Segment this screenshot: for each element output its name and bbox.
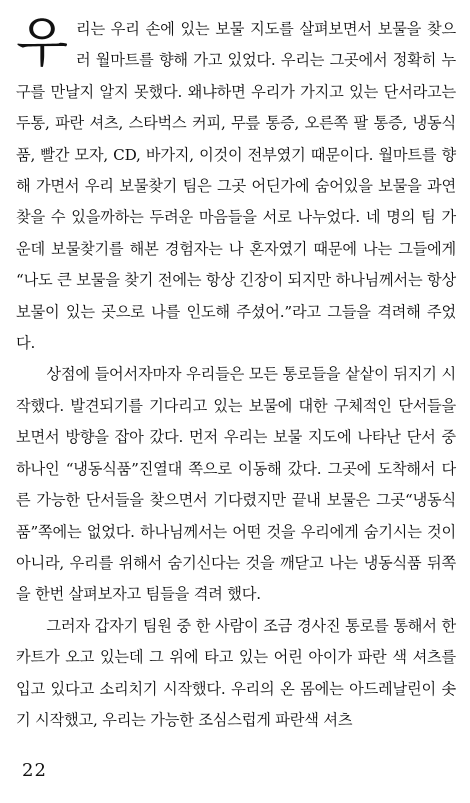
drop-cap: 우 xyxy=(16,11,68,74)
paragraph-1 xyxy=(16,11,456,359)
page-number: 22 xyxy=(22,760,47,781)
paragraph-2: 상점에 들어서자마자 우리들은 모든 통로들을 샅샅이 뒤지기 시작했다. 발견되기를 기다리고 있는 보물에 대한 구체적인 단서들을 보면서 방향을 잡아 갔다. 먼저 우리는 보물 지도에 나타난 단서 중 하나인 “냉동식품”진열대 쪽으로 이동해 갔다. 그곳에 도착해서 다른 가능한 단서들을 찾으면서 기다렸지만 끝내 보물은 그곳“냉동식품”쪽에는 없었다. 하나님께서는 어떤 것을 우리에게 숨기시는 것이 아니라, 우리를 위해서 숨기신다는 것을 깨닫고 나는 냉동식품 뒤쪽을 한번 살펴보자고 팀들을 격려 했다. xyxy=(16,365,456,604)
paragraph-3: 그러자 갑자기 팀원 중 한 사람이 조금 경사진 통로를 통해서 한 카트가 오고 있는데 그 위에 타고 있는 어린 아이가 파란 색 셔츠를 입고 있다고 소리치기 시작했다. 우리의 온 몸에는 아드레날린이 솟기 시작했고, 우리는 가능한 조심스럽게 파란색 셔츠 xyxy=(16,616,456,729)
paragraph-1-text: 리는 우리 손에 있는 보물 지도를 살펴보면서 보물을 찾으러 월마트를 향해 가고 있었다. 우리는 그곳에서 정확히 누구를 만날지 알지 못했다. 왜냐하면 우리가 가지고 있는 단서라고는 두통, 파란 셔츠, 스타벅스 커피, 무릎 통증, 오른쪽 팔 통증, 냉동식품, 빨간 모자, CD, 바가지, 이것이 전부였기 때문이다. 월마트를 향해 가면서 우리 보물찾기 팀은 그곳 어딘가에 숨어있을 보물을 과연 찾을 수 있을까하는 두려운 마음들을 서로 나누었다. 네 명의 팀 가운데 보물찾기를 해본 경험자는 나 혼자였기 때문에 나는 그들에게 “나도 큰 보물을 찾기 전에는 항상 긴장이 되지만 하나님께서는 항상 보물이 있는 곳으로 나를 인도해 주셨어.”라고 그들을 격려해 주었다. xyxy=(16,20,456,353)
body-text xyxy=(16,11,456,736)
